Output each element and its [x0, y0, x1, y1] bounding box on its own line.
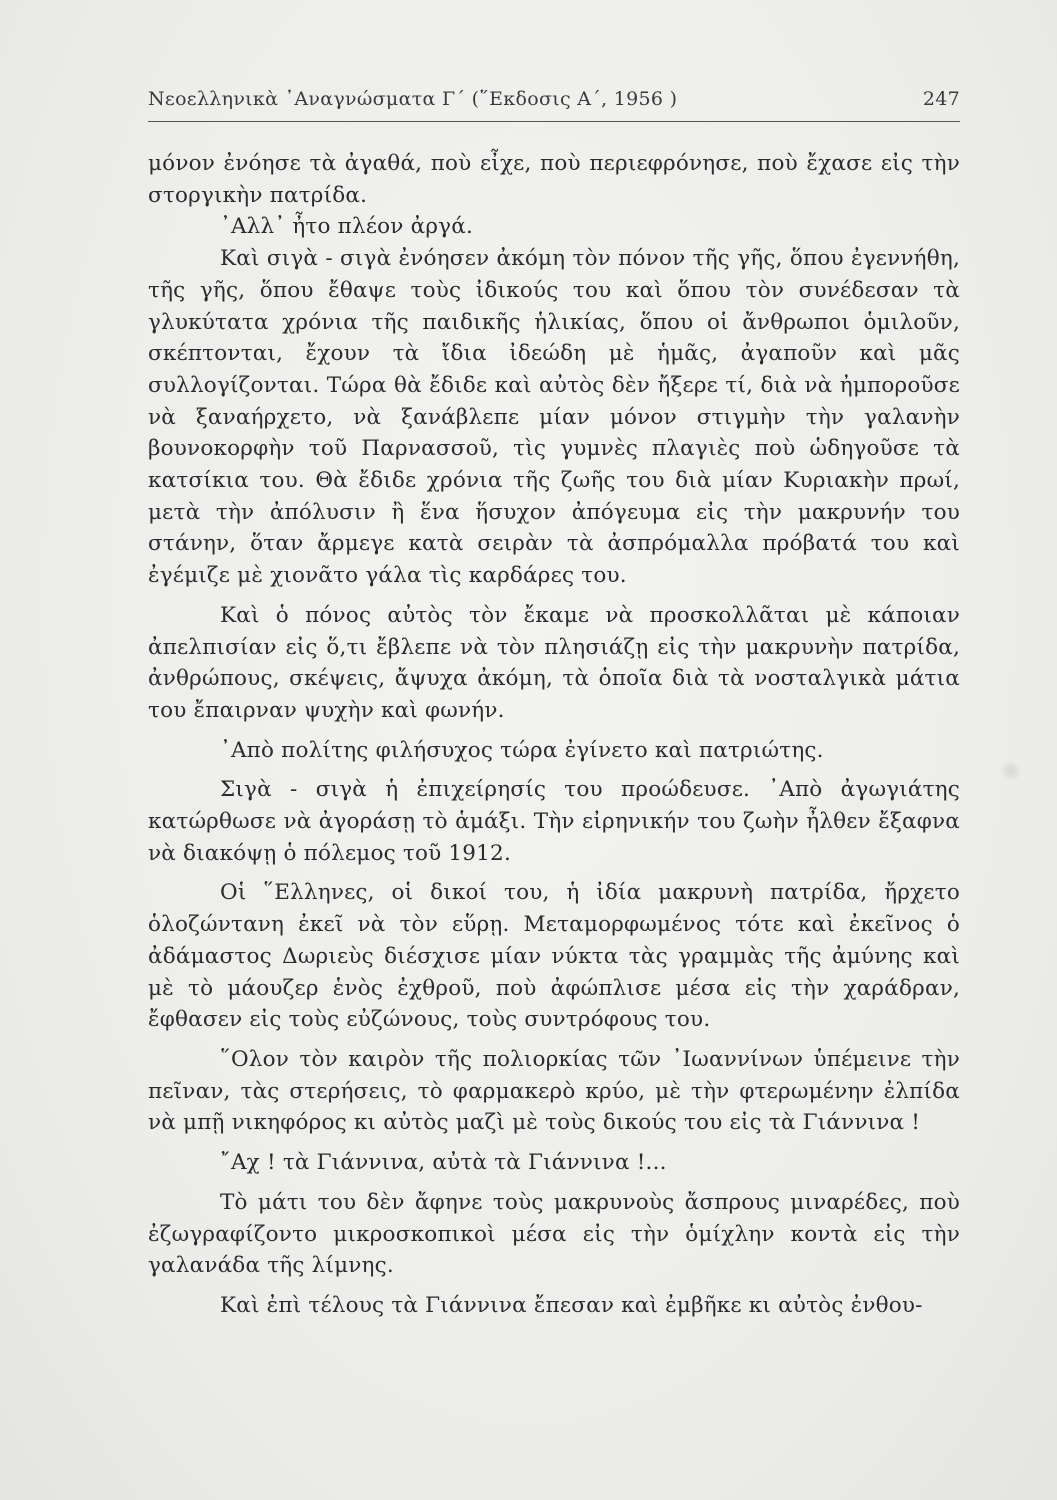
header-title: Νεοελληνικὰ ᾿Αναγνώσματα Γ΄ (῞Εκδοσις Α΄, 1956 ) [148, 88, 678, 110]
paragraph-8: ῞Ολον τὸν καιρὸν τῆς πολιορκίας τῶν ᾿Ιωαννίνων ὑπέμεινε τὴν πεῖναν, τὰς στερήσεις, τὸ φαρμακερὸ κρύο, μὲ τὴν φτερωμένην ἐλπίδα νὰ μπῇ νικηφόρος κι αὐτὸς μαζὶ μὲ τοὺς δικούς του εἰς τὰ Γιάννινα ! [148, 1046, 960, 1136]
header-rule [148, 121, 960, 122]
running-header [148, 86, 960, 116]
paragraph-5: ᾿Απὸ πολίτης φιλήσυχος τώρα ἐγίνετο καὶ πατριώτης. [220, 737, 824, 763]
paper-speck [1000, 760, 1022, 782]
page-number: 247 [922, 88, 960, 110]
paragraph-10: Τὸ μάτι του δὲν ἄφηνε τοὺς μακρυνοὺς ἄσπρους μιναρέδες, ποὺ ἐζωγραφίζοντο μικροσκοπικοὶ μέσα εἰς τὴν ὁμίχλην κοντὰ εἰς τὴν γαλανάδα τῆς λίμνης. [148, 1189, 960, 1279]
paragraph-2: ᾿Αλλ᾿ ἦτο πλέον ἀργά. [220, 214, 473, 240]
paragraph-4: Καὶ ὁ πόνος αὐτὸς τὸν ἔκαμε νὰ προσκολλᾶται μὲ κάποιαν ἀπελπισίαν εἰς ὅ,τι ἔβλεπε νὰ τὸν πλησιάζῃ εἰς τὴν μακρυνὴν πατρίδα, ἀνθρώπους, σκέψεις, ἄψυχα ἀκόμη, τὰ ὁποῖα διὰ τὰ νοσταλγικὰ μάτια του ἔπαιρναν ψυχὴν καὶ φωνήν. [148, 602, 960, 723]
paragraph-11: Καὶ ἐπὶ τέλους τὰ Γιάννινα ἔπεσαν καὶ ἐμβῆκε κι αὐτὸς ἐνθου- [220, 1292, 923, 1318]
paragraph-6: Σιγὰ - σιγὰ ἡ ἐπιχείρησίς του προώδευσε. ᾿Απὸ ἀγωγιάτης κατώρθωσε νὰ ἀγοράσῃ τὸ ἁμάξι. Τὴν εἰρηνικήν του ζωὴν ἦλθεν ἔξαφνα νὰ διακόψῃ ὁ πόλεμος τοῦ 1912. [148, 777, 960, 866]
paragraph-7: Οἱ ῞Ελληνες, οἱ δικοί του, ἡ ἰδία μακρυνὴ πατρίδα, ἤρχετο ὁλοζώντανη ἐκεῖ νὰ τὸν εὕρῃ. Μεταμορφωμένος τότε καὶ ἐκεῖνος ὁ ἀδάμαστος Δωριεὺς διέσχισε μίαν νύκτα τὰς γραμμὰς τῆς ἀμύνης καὶ μὲ τὸ μάουζερ ἑνὸς ἐχθροῦ, ποὺ ἀφώπλισε μέσα εἰς τὴν χαράδραν, ἔφθασεν εἰς τοὺς εὐζώνους, τοὺς συντρόφους του. [148, 880, 960, 1033]
paragraph-1: μόνον ἐνόησε τὰ ἀγαθά, ποὺ εἶχε, ποὺ περιεφρόνησε, ποὺ ἔχασε εἰς τὴν στοργικὴν πατρίδα. [148, 151, 960, 208]
body-text [148, 148, 960, 1322]
paragraph-3: Καὶ σιγὰ - σιγὰ ἐνόησεν ἀκόμη τὸν πόνον τῆς γῆς, ὅπου ἐγεννήθη, τῆς γῆς, ὅπου ἔθαψε τοὺς ἰδικούς του καὶ ὅπου τὸν συνέδεσαν τὰ γλυκύτατα χρόνια τῆς παιδικῆς ἡλικίας, ὅπου οἱ ἄνθρωποι ὁμιλοῦν, σκέπτονται, ἔχουν τὰ ἴδια ἰδεώδη μὲ ἡμᾶς, ἀγαποῦν καὶ μᾶς συλλογίζονται. Τώρα θὰ ἔδιδε καὶ αὐτὸς δὲν ἤξερε τί, διὰ νὰ ἠμποροῦσε νὰ ξαναήρχετο, νὰ ξανάβλεπε μίαν μόνον στιγμὴν τὴν γαλανὴν βουνοκορφὴν τοῦ Παρνασσοῦ, τὶς γυμνὲς πλαγιὲς ποὺ ὡδηγοῦσε τὰ κατσίκια του. Θὰ ἔδιδε χρόνια τῆς ζωῆς του διὰ μίαν Κυριακὴν πρωί, μετὰ τὴν ἀπόλυσιν ἢ ἕνα ἥσυχον ἀπόγευμα εἰς τὴν μακρυνήν του στάνην, ὅταν ἄρμεγε κατὰ σειρὰν τὰ ἀσπρόμαλλα πρόβατά του καὶ ἐγέμιζε μὲ χιονᾶτο γάλα τὶς καρδάρες του. [148, 246, 960, 589]
paragraph-9: ῎Αχ ! τὰ Γιάννινα, αὐτὰ τὰ Γιάννινα !... [220, 1150, 667, 1176]
